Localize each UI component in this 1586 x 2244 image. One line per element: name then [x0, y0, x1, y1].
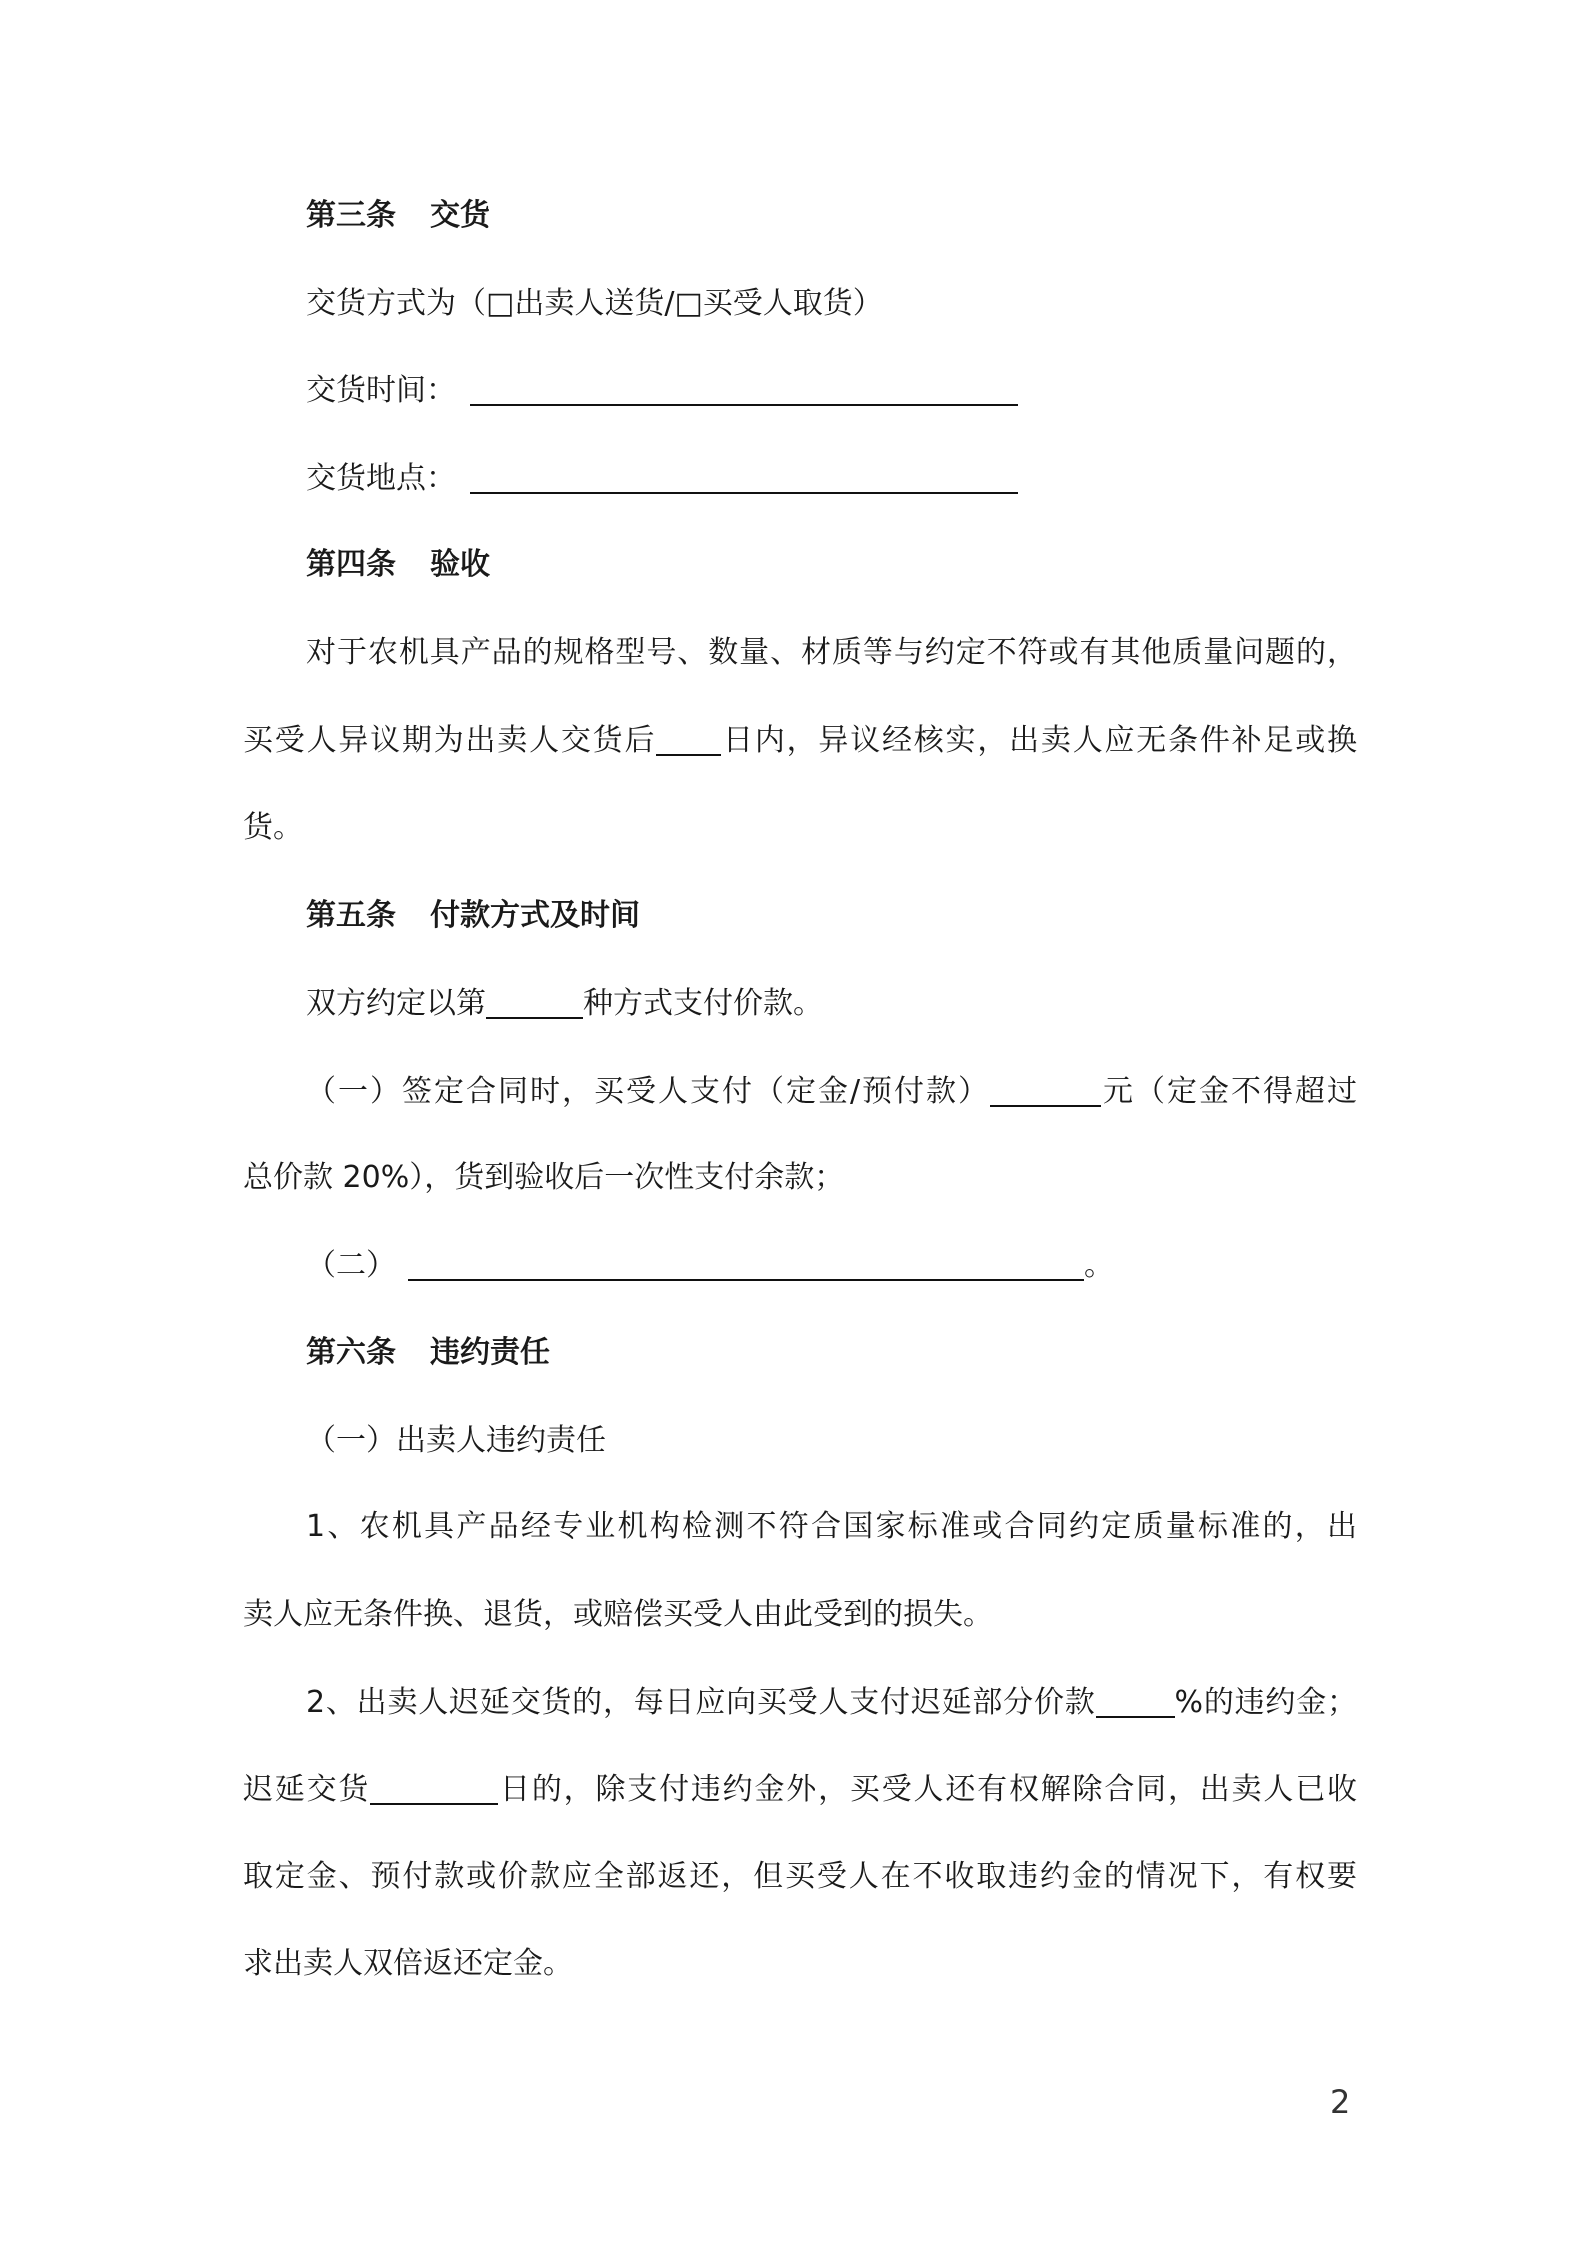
text: 日的，除支付违约金外，买受人还有权解除合同，出卖人已收 — [498, 1772, 1358, 1807]
delivery-place-blank[interactable] — [470, 458, 1018, 494]
paragraph-line: 1、农机具产品经专业机构检测不符合国家标准或合同约定质量标准的，出 — [306, 1509, 1357, 1544]
article-number: 第六条 — [306, 1335, 396, 1370]
text: %的违约金； — [1174, 1685, 1357, 1720]
text: 日内，异议经核实，出卖人应无条件补足或换 — [721, 723, 1358, 758]
article-6-heading — [306, 1331, 550, 1375]
text: （一）签定合同时，买受人支付（定金/预付款） — [306, 1074, 991, 1109]
article-3-heading — [306, 194, 490, 238]
paragraph-line: 对于农机具产品的规格型号、数量、材质等与约定不符或有其他质量问题的， — [306, 635, 1357, 670]
article-title: 违约责任 — [430, 1335, 550, 1370]
paragraph-line: 总价款 20%），货到验收后一次性支付余款； — [243, 1160, 845, 1195]
article-4-heading — [306, 543, 490, 587]
paragraph-line: 卖人应无条件换、退货，或赔偿买受人由此受到的损失。 — [243, 1597, 993, 1632]
text: 。 — [1084, 1248, 1114, 1283]
paragraph-line — [306, 1244, 1114, 1288]
text: 元（定金不得超过 — [1101, 1074, 1358, 1109]
delay-days-blank[interactable] — [370, 1769, 498, 1805]
text: 买受人异议期为出卖人交货后 — [243, 723, 657, 758]
deposit-amount-blank[interactable] — [990, 1071, 1101, 1107]
article-number: 第三条 — [306, 198, 396, 233]
paragraph-line — [243, 719, 1357, 763]
subheading: （一）出卖人违约责任 — [306, 1423, 606, 1458]
paragraph-line: 取定金、预付款或价款应全部返还，但买受人在不收取违约金的情况下，有权要 — [243, 1859, 1357, 1894]
delivery-time-row — [306, 369, 1018, 413]
paragraph-line — [306, 1681, 1357, 1725]
delivery-time-label: 交货时间： — [306, 373, 456, 408]
other-payment-blank[interactable] — [408, 1245, 1084, 1281]
article-title: 交货 — [430, 198, 490, 233]
paragraph-line: 求出卖人双倍返还定金。 — [243, 1946, 573, 1981]
article-number: 第四条 — [306, 547, 396, 582]
article-title: 验收 — [430, 547, 490, 582]
article-number: 第五条 — [306, 898, 396, 933]
penalty-percent-blank[interactable] — [1096, 1682, 1175, 1718]
objection-days-blank[interactable] — [656, 720, 721, 756]
article-title: 付款方式及时间 — [430, 898, 640, 933]
paragraph-line: 货。 — [243, 810, 303, 845]
delivery-place-label: 交货地点： — [306, 461, 456, 496]
paragraph-line — [306, 982, 823, 1026]
article-5-heading — [306, 894, 640, 938]
text: 双方约定以第 — [306, 986, 486, 1021]
delivery-time-blank[interactable] — [470, 370, 1018, 406]
text: 迟延交货 — [243, 1772, 371, 1807]
delivery-method: 交货方式为（□出卖人送货/□买受人取货） — [306, 286, 883, 321]
paragraph-line — [306, 1070, 1357, 1114]
text: 种方式支付价款。 — [583, 986, 823, 1021]
paragraph-line — [243, 1768, 1357, 1812]
page-number: 2 — [1330, 2083, 1351, 2121]
text: 2、出卖人迟延交货的，每日应向买受人支付迟延部分价款 — [306, 1685, 1096, 1720]
delivery-place-row — [306, 457, 1018, 501]
text: （二） — [306, 1248, 396, 1283]
payment-method-blank[interactable] — [486, 983, 583, 1019]
